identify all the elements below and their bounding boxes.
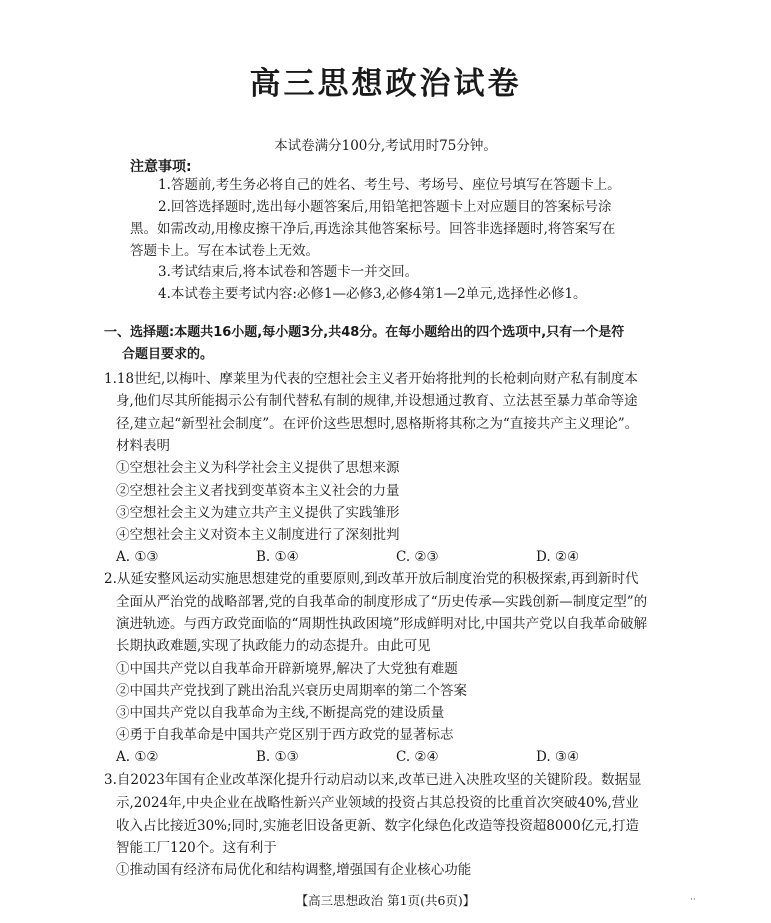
question-2-statement: ②中国共产党找到了跳出治乱兴衰历史周期率的第二个答案	[116, 683, 467, 699]
question-1-text: 1.18世纪,以梅叶、摩莱里为代表的空想社会主义者开始将批判的长枪刺向财产私有制度本	[104, 371, 638, 387]
question-1-statement: ①空想社会主义为科学社会主义提供了思想来源	[116, 460, 400, 476]
score-time-note: 本试卷满分100分,考试用时75分钟。	[274, 138, 497, 154]
question-1-option-b: B. ①④	[256, 549, 299, 565]
question-2-statement: ①中国共产党以自我革命开辟新境界,解决了大党独有难题	[116, 661, 458, 677]
question-1-option-d: D. ②④	[536, 549, 580, 565]
question-3-text: 收入占比接近30%;同时,实施老旧设备更新、数字化绿色化改造等投资超8000亿元,打造	[116, 818, 639, 834]
question-3-statement: ①推动国有经济布局优化和结构调整,增强国有企业核心功能	[116, 862, 472, 878]
question-2-option-a: A. ①②	[116, 749, 159, 765]
section-heading: 一、选择题:本题共16小题,每小题3分,共48分。在每小题给出的四个选项中,只有一个是符	[104, 325, 625, 340]
question-1-statement: ③空想社会主义为建立共产主义提供了实践雏形	[116, 505, 400, 521]
question-3-text: 示,2024年,中央企业在战略性新兴产业领域的投资占其总投资的比重首次突破40%,营业	[116, 795, 639, 811]
page-footer: 【高三思想政治 第1页(共6页)】	[295, 893, 476, 908]
question-2-text: 全面从严治党的战略部署,党的自我革命的制度形成了“历史传承—实践创新—制度定型”的	[116, 594, 648, 610]
notice-line: 答题卡上。写在本试卷上无效。	[130, 243, 319, 259]
question-2-text: 2.从延安整风运动实施思想建党的重要原则,到改革开放后制度治党的积极探索,再到新时代	[104, 571, 639, 587]
notice-line: 黑。如需改动,用橡皮擦干净后,再选涂其他答案标号。回答非选择题时,将答案写在	[130, 221, 616, 237]
notice-line: 1.答题前,考生务必将自己的姓名、考生号、考场号、座位号填写在答题卡上。	[158, 177, 621, 193]
question-2-option-c: C. ②④	[396, 749, 439, 765]
question-3-text: 3.自2023年国有企业改革深化提升行动启动以来,改革已进入决胜攻坚的关键阶段。数据显	[104, 772, 642, 788]
question-1-statement: ④空想社会主义对资本主义制度进行了深刻批判	[116, 527, 400, 543]
question-1-option-a: A. ①③	[116, 549, 159, 565]
question-3-text: 智能工厂120个。这有利于	[116, 840, 277, 856]
notice-heading: 注意事项:	[130, 159, 192, 175]
question-2-option-b: B. ①③	[256, 749, 299, 765]
question-1-text: 径,建立起“新型社会制度”。在评价这些思想时,恩格斯将其称之为“直接共产主义理论”。	[116, 416, 639, 432]
question-2-text: 演进轨迹。与西方政党面临的“周期性执政困境”形成鲜明对比,中国共产党以自我革命破解	[116, 616, 648, 632]
question-1-statement: ②空想社会主义者找到变革资本主义社会的力量	[116, 483, 400, 499]
question-1-text: 身,他们尽其所能揭示公有制代替私有制的规律,并设想通过教育、立法甚至暴力革命等途	[116, 393, 638, 409]
question-1-option-c: C. ②③	[396, 549, 439, 565]
page-title: 高三思想政治试卷	[249, 66, 522, 102]
notice-line: 2.回答选择题时,选出每小题答案后,用铅笔把答题卡上对应题目的答案标号涂	[158, 199, 612, 215]
corner-marker: ··	[690, 895, 696, 905]
section-heading: 合题目要求的。	[122, 347, 214, 362]
question-2-text: 长期执政难题,实现了执政能力的动态提升。由此可见	[116, 638, 431, 654]
question-2-option-d: D. ③④	[536, 749, 580, 765]
notice-line: 3.考试结束后,将本试卷和答题卡一并交回。	[158, 264, 419, 280]
question-2-statement: ④勇于自我革命是中国共产党区别于西方政党的显著标志	[116, 727, 454, 743]
notice-line: 4.本试卷主要考试内容:必修1—必修3,必修4第1—2单元,选择性必修1。	[158, 286, 587, 302]
question-1-text: 材料表明	[116, 438, 170, 454]
question-2-statement: ③中国共产党以自我革命为主线,不断提高党的建设质量	[116, 705, 445, 721]
